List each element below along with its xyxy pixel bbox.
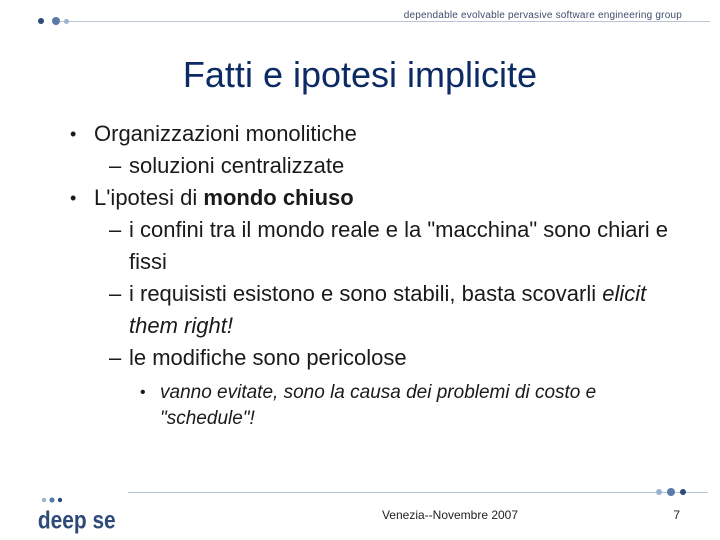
bullet-item <box>70 182 690 214</box>
bullet-item <box>70 118 690 150</box>
header-dot-icon <box>52 17 60 25</box>
dash-marker: – <box>109 281 122 306</box>
slide-title: Fatti e ipotesi implicite <box>182 54 538 95</box>
sub-bullet-text: soluzioni centralizzate <box>129 153 345 178</box>
bullet-text-emphasis: mondo chiuso <box>203 185 354 210</box>
footer-dot-icon <box>656 489 662 495</box>
sub-bullet-item <box>70 150 690 182</box>
header-dot-icon <box>38 18 44 24</box>
logo-text: deep se <box>37 505 116 534</box>
bullet-marker: • <box>70 124 77 144</box>
slide-body <box>70 118 690 432</box>
footer-dot-icon <box>667 488 675 496</box>
sub-bullet-emphasis: elicit them right! <box>129 281 647 338</box>
header-divider <box>60 21 710 22</box>
sub-bullet-text: i requisisti esistono e sono stabili, basta scovarli <box>129 281 603 306</box>
sub-sub-bullet-item <box>70 380 690 432</box>
group-name: dependable evolvable pervasive software engineering group <box>403 10 682 21</box>
sub-bullet-item <box>70 342 690 374</box>
bullet-text: Organizzazioni monolitiche <box>94 121 357 146</box>
page-number: 7 <box>673 508 680 522</box>
footer-dot-icon <box>680 489 686 495</box>
sub-bullet-text: i confini tra il mondo reale e la "macchina" sono chiari e fissi <box>129 217 668 274</box>
header-dot-icon <box>64 19 69 24</box>
dash-marker: – <box>109 345 122 370</box>
dash-marker: – <box>109 153 122 178</box>
sub-bullet-text: le modifiche sono pericolose <box>129 345 407 370</box>
sub-bullet-item <box>70 214 690 278</box>
footer-divider <box>128 492 708 493</box>
sub-bullet-item <box>70 278 690 342</box>
bullet-marker: • <box>70 188 77 208</box>
dash-marker: – <box>109 217 122 242</box>
bullet-text-prefix: L'ipotesi di <box>94 185 204 210</box>
sub-sub-bullet-text: vanno evitate, sono la causa dei problemi di costo e "schedule"! <box>160 382 597 429</box>
bullet-marker: • <box>140 384 146 401</box>
footer-location-date: Venezia--Novembre 2007 <box>381 508 519 522</box>
